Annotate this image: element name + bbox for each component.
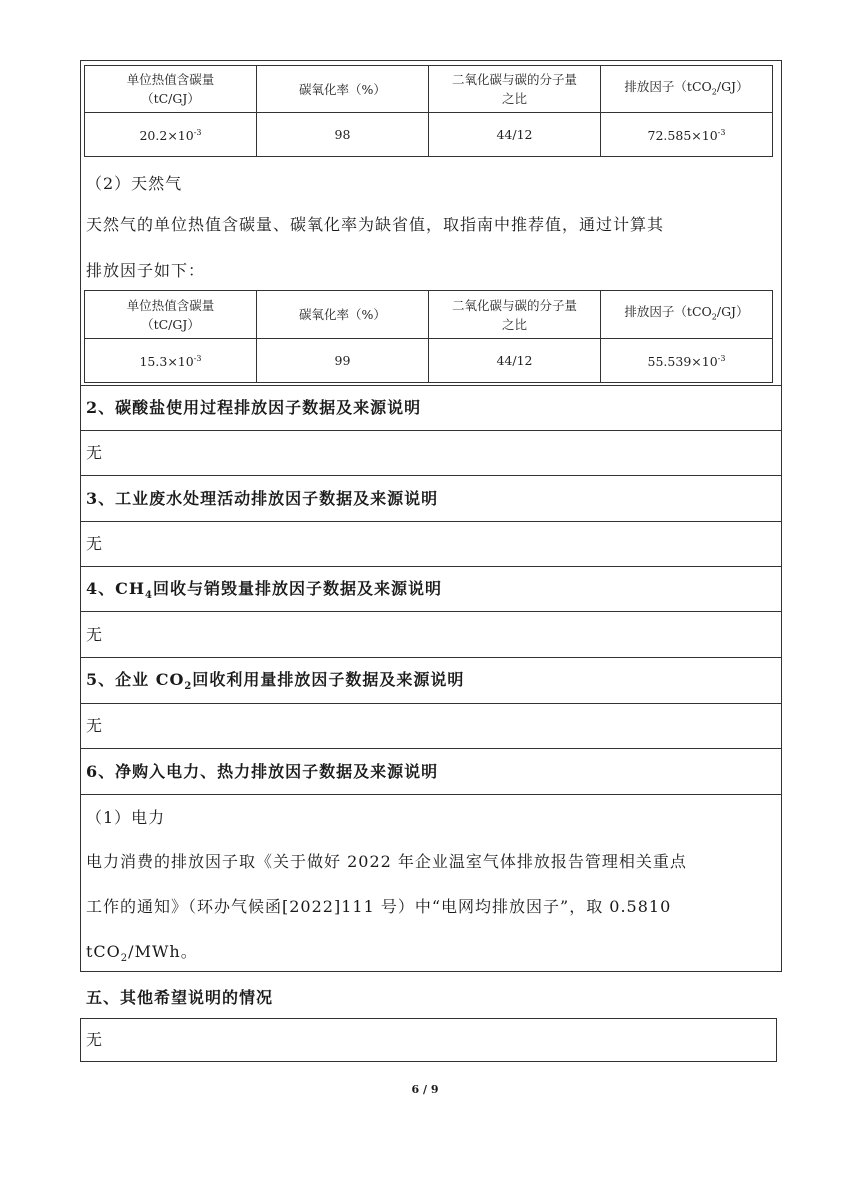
row-divider bbox=[80, 430, 782, 431]
header-molecular-ratio: 二氧化碳与碳的分子量 之比 bbox=[429, 66, 601, 113]
electricity-line1: 电力消费的排放因子取《关于做好 2022 年企业温室气体排放报告管理相关重点 bbox=[86, 852, 687, 871]
natural-gas-title: （2）天然气 bbox=[86, 174, 183, 193]
section-4-content: 无 bbox=[86, 625, 104, 644]
header-emission-factor: 排放因子（tCO$_2$/GJ） bbox=[601, 291, 773, 339]
cell-carbon-content: $20.2\times 10^{-3}$ bbox=[85, 113, 257, 157]
cell-molecular-ratio: 44/12 bbox=[429, 113, 601, 157]
section-3-content: 无 bbox=[86, 534, 104, 553]
page-number: 6 / 9 bbox=[411, 1083, 439, 1096]
header-oxidation-rate: 碳氧化率（%） bbox=[257, 291, 429, 339]
electricity-title: （1）电力 bbox=[86, 808, 166, 827]
cell-oxidation-rate: 99 bbox=[257, 339, 429, 383]
section-5-content: 无 bbox=[86, 716, 104, 735]
cell-emission-factor: $72.585\times 10^{-3}$ bbox=[601, 113, 773, 157]
section-3-heading: 3、工业废水处理活动排放因子数据及来源说明 bbox=[86, 489, 439, 508]
row-divider bbox=[80, 703, 782, 704]
natural-gas-desc-line2: 排放因子如下： bbox=[86, 261, 206, 280]
electricity-line2: 工作的通知》（环办气候函[2022]111 号）中“电网均排放因子”，取 0.5810 bbox=[86, 897, 672, 916]
header-carbon-content: 单位热值含碳量 （tC/GJ） bbox=[85, 66, 257, 113]
header-oxidation-rate: 碳氧化率（%） bbox=[257, 66, 429, 113]
row-divider bbox=[80, 566, 782, 567]
section-2-content: 无 bbox=[86, 443, 104, 462]
row-divider bbox=[80, 794, 782, 795]
section-4-heading: 4、$CH_4$回收与销毁量排放因子数据及来源说明 bbox=[86, 579, 442, 602]
electricity-line3: tCO$_2$/MWh。 bbox=[86, 942, 198, 965]
other-heading: 五、其他希望说明的情况 bbox=[86, 988, 274, 1007]
cell-emission-factor: $55.539\times 10^{-3}$ bbox=[601, 339, 773, 383]
cell-oxidation-rate: 98 bbox=[257, 113, 429, 157]
row-divider bbox=[80, 475, 782, 476]
row-divider bbox=[80, 385, 782, 386]
row-divider bbox=[80, 748, 782, 749]
row-divider bbox=[80, 657, 782, 658]
section-5-heading: 5、企业 $CO_2$回收利用量排放因子数据及来源说明 bbox=[86, 670, 465, 693]
header-emission-factor: 排放因子（tCO$_2$/GJ） bbox=[601, 66, 773, 113]
header-carbon-content: 单位热值含碳量 （tC/GJ） bbox=[85, 291, 257, 339]
cell-molecular-ratio: 44/12 bbox=[429, 339, 601, 383]
header-molecular-ratio: 二氧化碳与碳的分子量 之比 bbox=[429, 291, 601, 339]
cell-carbon-content: $15.3\times 10^{-3}$ bbox=[85, 339, 257, 383]
emission-factor-table-1 bbox=[84, 65, 773, 157]
row-divider bbox=[80, 611, 782, 612]
other-content-box bbox=[80, 1018, 777, 1062]
row-divider bbox=[80, 521, 782, 522]
section-6-heading: 6、净购入电力、热力排放因子数据及来源说明 bbox=[86, 762, 439, 781]
emission-factor-table-2 bbox=[84, 290, 773, 383]
natural-gas-desc-line1: 天然气的单位热值含碳量、碳氧化率为缺省值，取指南中推荐值，通过计算其 bbox=[86, 215, 665, 234]
section-2-heading: 2、碳酸盐使用过程排放因子数据及来源说明 bbox=[86, 398, 422, 417]
other-content: 无 bbox=[86, 1030, 104, 1049]
